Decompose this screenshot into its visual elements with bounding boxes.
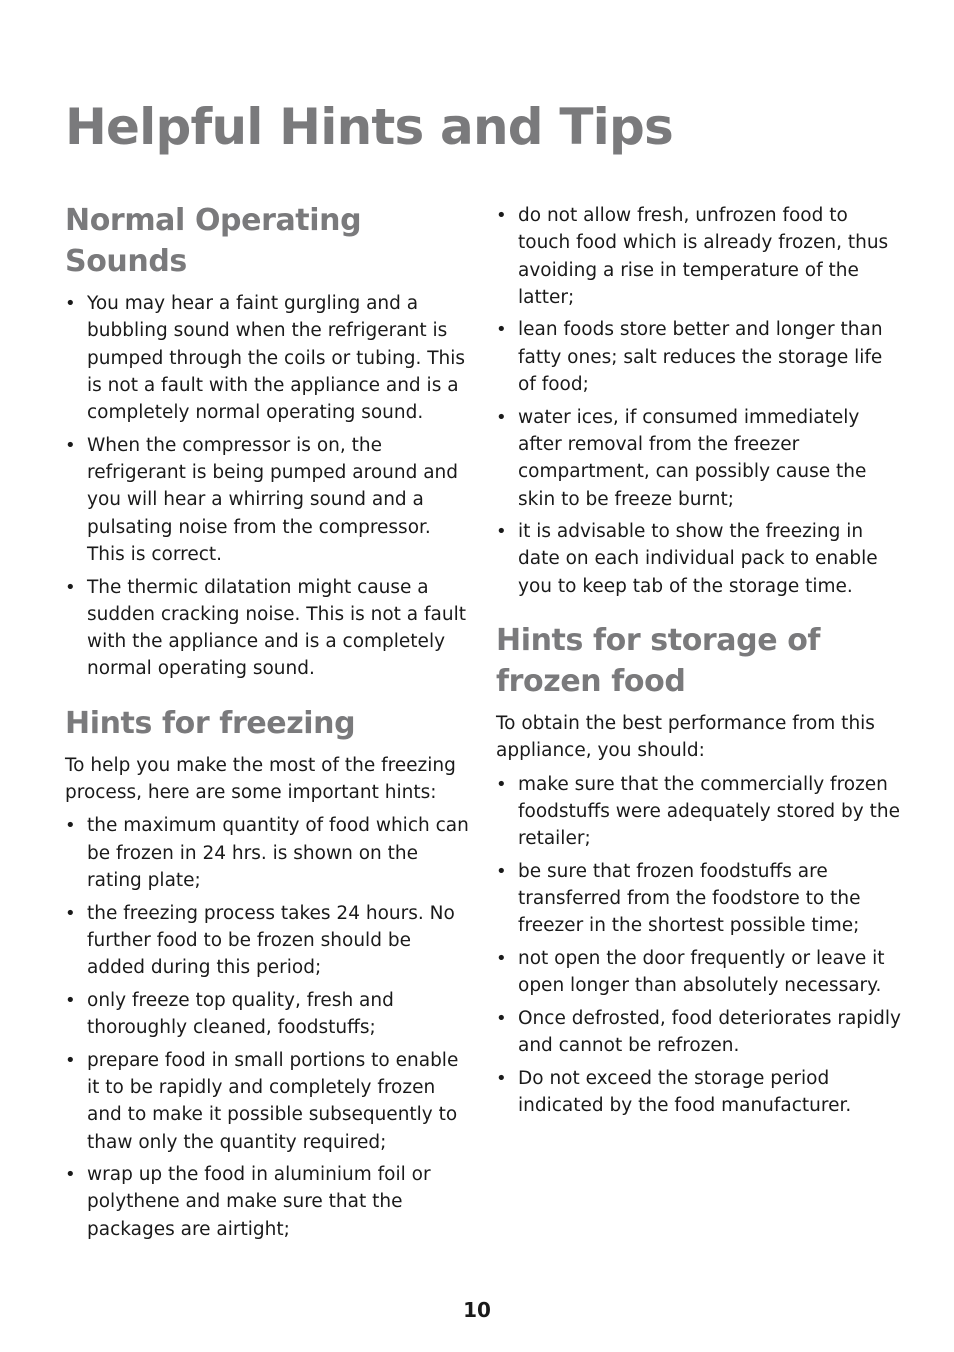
list-item: [65, 290, 473, 426]
page-title: Helpful Hints and Tips: [65, 98, 673, 156]
section-intro: To help you make the most of the freezing process, here are some important hints:: [65, 754, 456, 804]
list-item-text: The thermic dilatation might cause a sudden cracking noise. This is not a fault with the appliance and is a completely normal operating sound.: [87, 576, 466, 680]
bullet-icon: •: [496, 1067, 507, 1089]
section-heading: Hints for freezing: [65, 705, 356, 741]
list-item-text: Do not exceed the storage period indicated by the food manufacturer.: [518, 1067, 852, 1117]
list-item: [65, 574, 473, 683]
section-intro: To obtain the best performance from this appliance, you should:: [496, 713, 875, 762]
list-item: [496, 1065, 904, 1120]
content-section: [65, 200, 473, 683]
list-item: [496, 316, 904, 398]
list-item-text: You may hear a faint gurgling and a bubbling sound when the refrigerant is pumped through the coils or tubing. This is not a fault with the appliance and is a completely normal operating sound.: [87, 293, 466, 424]
left-column: [65, 200, 473, 1248]
bullet-icon: •: [496, 773, 507, 795]
bullet-icon: •: [496, 406, 507, 428]
list-item-text: the freezing process takes 24 hours. No further food to be frozen should be added during this period;: [87, 902, 455, 979]
list-item: [496, 202, 904, 311]
list-item: [65, 1161, 473, 1243]
bullet-list: [65, 290, 473, 683]
list-item-text: wrap up the food in aluminium foil or polythene and make sure that the packages are airtight;: [87, 1164, 431, 1240]
list-item: [496, 1005, 904, 1060]
list-item: [496, 518, 904, 600]
bullet-list: [496, 771, 904, 1120]
list-item-text: be sure that frozen foodstuffs are transferred from the foodstore to the freezer in the shortest possible time;: [518, 860, 861, 937]
bullet-list: [496, 202, 904, 600]
list-item-text: water ices, if consumed immediately after removal from the freezer compartment, can possibly cause the skin to be freeze burnt;: [518, 406, 867, 510]
list-item: [65, 1047, 473, 1156]
bullet-icon: •: [65, 293, 76, 314]
bullet-icon: •: [496, 319, 507, 341]
list-item-text: lean foods store better and longer than fatty ones; salt reduces the storage life of food;: [518, 319, 883, 396]
list-item: [496, 945, 904, 1000]
content-section: [496, 620, 904, 1119]
list-item: [496, 404, 904, 513]
list-item: [65, 987, 473, 1042]
section-heading: Normal Operating Sounds: [65, 203, 362, 279]
section-heading: Hints for storage of frozen food: [496, 623, 821, 700]
list-item-text: do not allow fresh, unfrozen food to touch food which is already frozen, thus avoiding a rise in temperature of the latter;: [518, 205, 889, 308]
list-item: [65, 900, 473, 982]
list-item-text: not open the door frequently or leave it open longer than absolutely necessary.: [518, 948, 885, 997]
bullet-icon: •: [65, 989, 76, 1011]
bullet-icon: •: [496, 948, 507, 970]
list-item-text: prepare food in small portions to enable it to be rapidly and completely frozen and to make it possible subsequently to thaw only the quantity required;: [87, 1049, 459, 1153]
list-item-text: When the compressor is on, the refrigerant is being pumped around and you will hear a whirring sound and a pulsating noise from the compressor. This is correct.: [87, 434, 459, 565]
bullet-icon: •: [65, 902, 76, 924]
bullet-icon: •: [65, 815, 76, 837]
bullet-icon: •: [496, 860, 507, 882]
bullet-list: [65, 812, 473, 1243]
bullet-icon: •: [496, 521, 507, 543]
bullet-icon: •: [496, 205, 507, 226]
bullet-icon: •: [65, 1049, 76, 1071]
bullet-icon: •: [65, 434, 76, 456]
bullet-icon: •: [496, 1007, 507, 1029]
bullet-icon: •: [65, 576, 76, 598]
bullet-icon: •: [65, 1164, 76, 1186]
list-item-text: only freeze top quality, fresh and thoroughly cleaned, foodstuffs;: [87, 989, 394, 1039]
list-item: [496, 858, 904, 940]
page-number: 10: [463, 1298, 491, 1322]
list-item: [65, 432, 473, 568]
list-item-text: the maximum quantity of food which can be frozen in 24 hrs. is shown on the rating plate;: [87, 815, 469, 891]
content-section: [65, 703, 473, 1243]
list-item: [496, 771, 904, 853]
right-column: [496, 202, 904, 1125]
list-item-text: Once defrosted, food deteriorates rapidly and cannot be refrozen.: [518, 1007, 902, 1057]
list-item-text: it is advisable to show the freezing in date on each individual pack to enable you to keep tab of the storage time.: [518, 521, 878, 597]
list-item: [65, 812, 473, 894]
list-item-text: make sure that the commercially frozen foodstuffs were adequately stored by the retailer;: [518, 773, 900, 850]
content-section: [496, 202, 904, 600]
